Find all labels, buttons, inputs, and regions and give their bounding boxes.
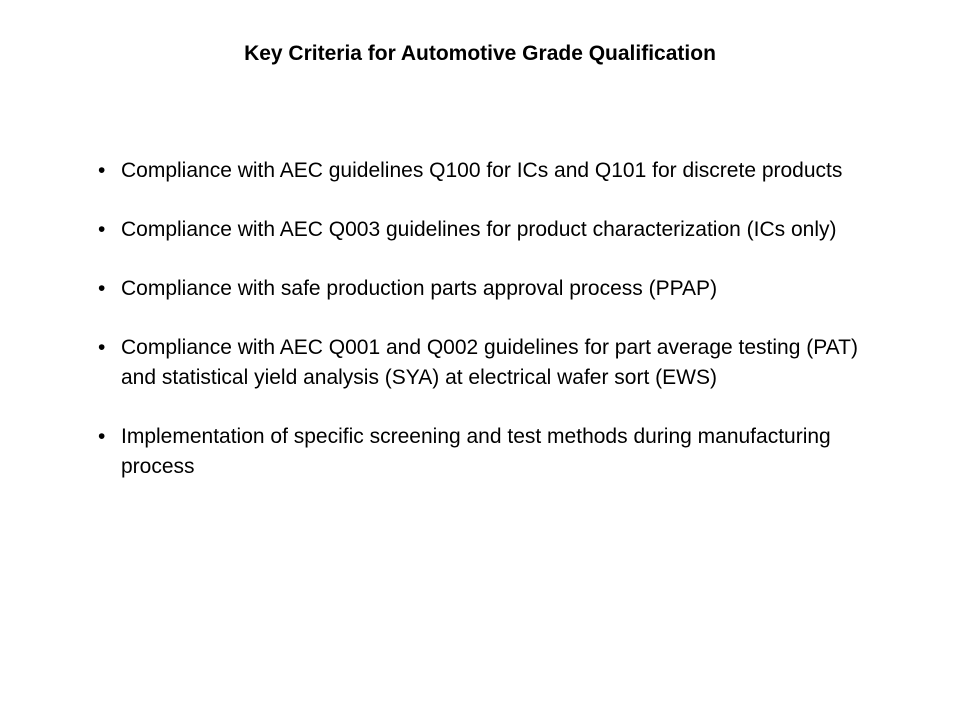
bullet-item-aec-q100-q101 (98, 156, 868, 186)
slide-title: Key Criteria for Automotive Grade Qualification (244, 42, 716, 65)
bullet-text: Compliance with AEC guidelines Q100 for ICs and Q101 for discrete products (121, 159, 843, 182)
bullet-marker: • (98, 218, 106, 241)
bullet-text: Implementation of specific screening and test methods during manufacturing process (121, 425, 831, 478)
bullet-item-aec-q003 (98, 215, 868, 245)
bullet-text: Compliance with AEC Q003 guidelines for product characterization (ICs only) (121, 218, 837, 241)
bullet-list (98, 156, 868, 482)
bullet-text: Compliance with AEC Q001 and Q002 guidelines for part average testing (PAT) and statistical yield analysis (SYA) at electrical wafer sort (EWS) (121, 336, 858, 389)
bullet-marker: • (98, 277, 106, 300)
bullet-item-aec-q001-q002 (98, 333, 868, 393)
bullet-marker: • (98, 159, 106, 182)
bullet-text: Compliance with safe production parts approval process (PPAP) (121, 277, 718, 300)
bullet-item-screening-methods (98, 422, 868, 482)
bullet-item-ppap (98, 274, 868, 304)
bullet-marker: • (98, 336, 106, 359)
bullet-marker: • (98, 425, 106, 448)
